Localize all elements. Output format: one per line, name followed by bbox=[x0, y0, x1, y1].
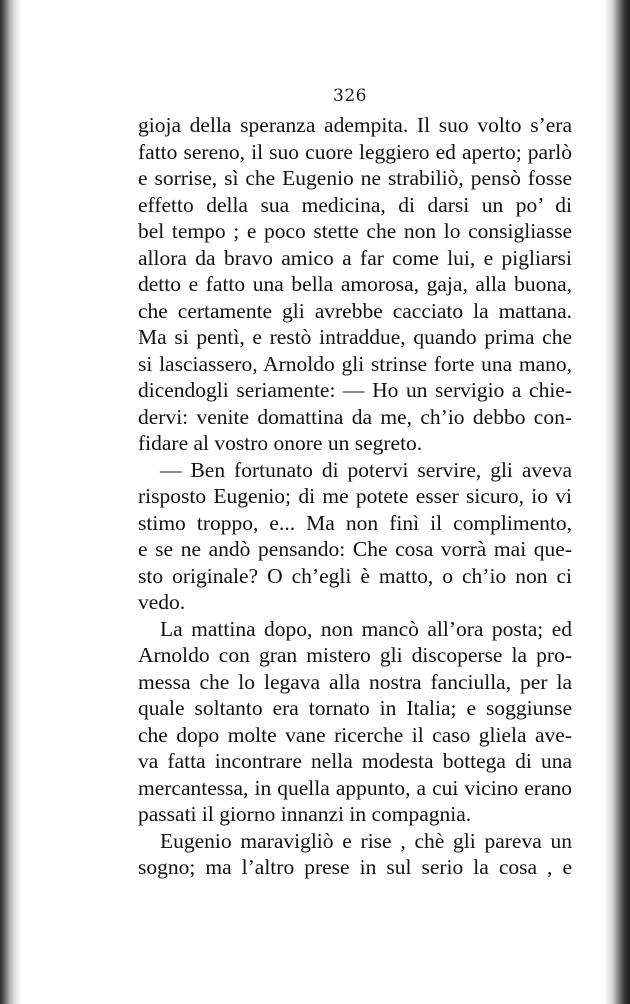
text-line: Eugenio maravigliò e rise , chè gli pareva un bbox=[160, 828, 572, 853]
text-line: dervi: venite domattina da me, ch’io debbo con- bbox=[138, 404, 572, 429]
text-line: detto e fatto una bella amorosa, gaja, alla buona, bbox=[138, 272, 572, 296]
text-line: mercantessa, in quella appunto, a cui vicino erano bbox=[138, 775, 572, 800]
page-binding-shadow bbox=[0, 0, 22, 1004]
text-line: bel tempo ; e poco stette che non lo consigliasse bbox=[138, 219, 572, 243]
text-line: fidare al vostro onore un segreto. bbox=[138, 431, 423, 455]
text-line: e sorrise, sì che Eugenio ne strabiliò, pensò fosse bbox=[138, 166, 572, 190]
text-line: — Ben fortunato di potervi servire, gli aveva bbox=[160, 457, 572, 482]
text-line: La mattina dopo, non mancò all’ora posta; ed bbox=[160, 616, 572, 641]
body-text bbox=[138, 112, 572, 881]
text-line: allora da bravo amico a far come lui, e pigliarsi bbox=[138, 245, 572, 270]
text-line: che certamente gli avrebbe cacciato la mattana. bbox=[138, 298, 572, 323]
text-line: sto originale? O ch’egli è matto, o ch’io non ci bbox=[138, 563, 572, 588]
text-line: dicendogli seriamente: — Ho un servigio a chie- bbox=[138, 378, 572, 402]
text-line: si lasciassero, Arnoldo gli strinse forte una mano, bbox=[138, 351, 572, 376]
text-line: e se ne andò pensando: Che cosa vorrà mai que- bbox=[138, 537, 572, 561]
text-line: Arnoldo con gran mistero gli discoperse la pro- bbox=[138, 643, 572, 667]
page-number: 326 bbox=[333, 86, 367, 106]
text-line: va fatta incontrare nella modesta bottega di una bbox=[138, 749, 572, 773]
text-line: messa che lo legava alla nostra fanciulla, per la bbox=[138, 669, 572, 694]
page-edge-shadow bbox=[604, 0, 630, 1004]
text-line: stimo troppo, e... Ma non finì il complimento, bbox=[138, 510, 572, 535]
text-line: gioja della speranza adempita. Il suo volto s’era bbox=[138, 113, 572, 137]
text-line: che dopo molte vane ricerche il caso gliela ave- bbox=[138, 722, 572, 747]
text-line: fatto sereno, il suo cuore leggiero ed aperto; parlò bbox=[138, 139, 572, 164]
text-line: Ma si pentì, e restò intraddue, quando prima che bbox=[138, 325, 572, 349]
text-line: risposto Eugenio; di me potete esser sicuro, io vi bbox=[138, 484, 572, 508]
text-line: quale soltanto era tornato in Italia; e soggiunse bbox=[138, 696, 572, 720]
text-line: vedo. bbox=[138, 590, 186, 614]
text-line: passati il giorno innanzi in compagnia. bbox=[138, 802, 472, 826]
text-line: effetto della sua medicina, di darsi un po’ di bbox=[138, 192, 572, 217]
text-line: sogno; ma l’altro prese in sul serio la cosa , e bbox=[138, 855, 572, 879]
